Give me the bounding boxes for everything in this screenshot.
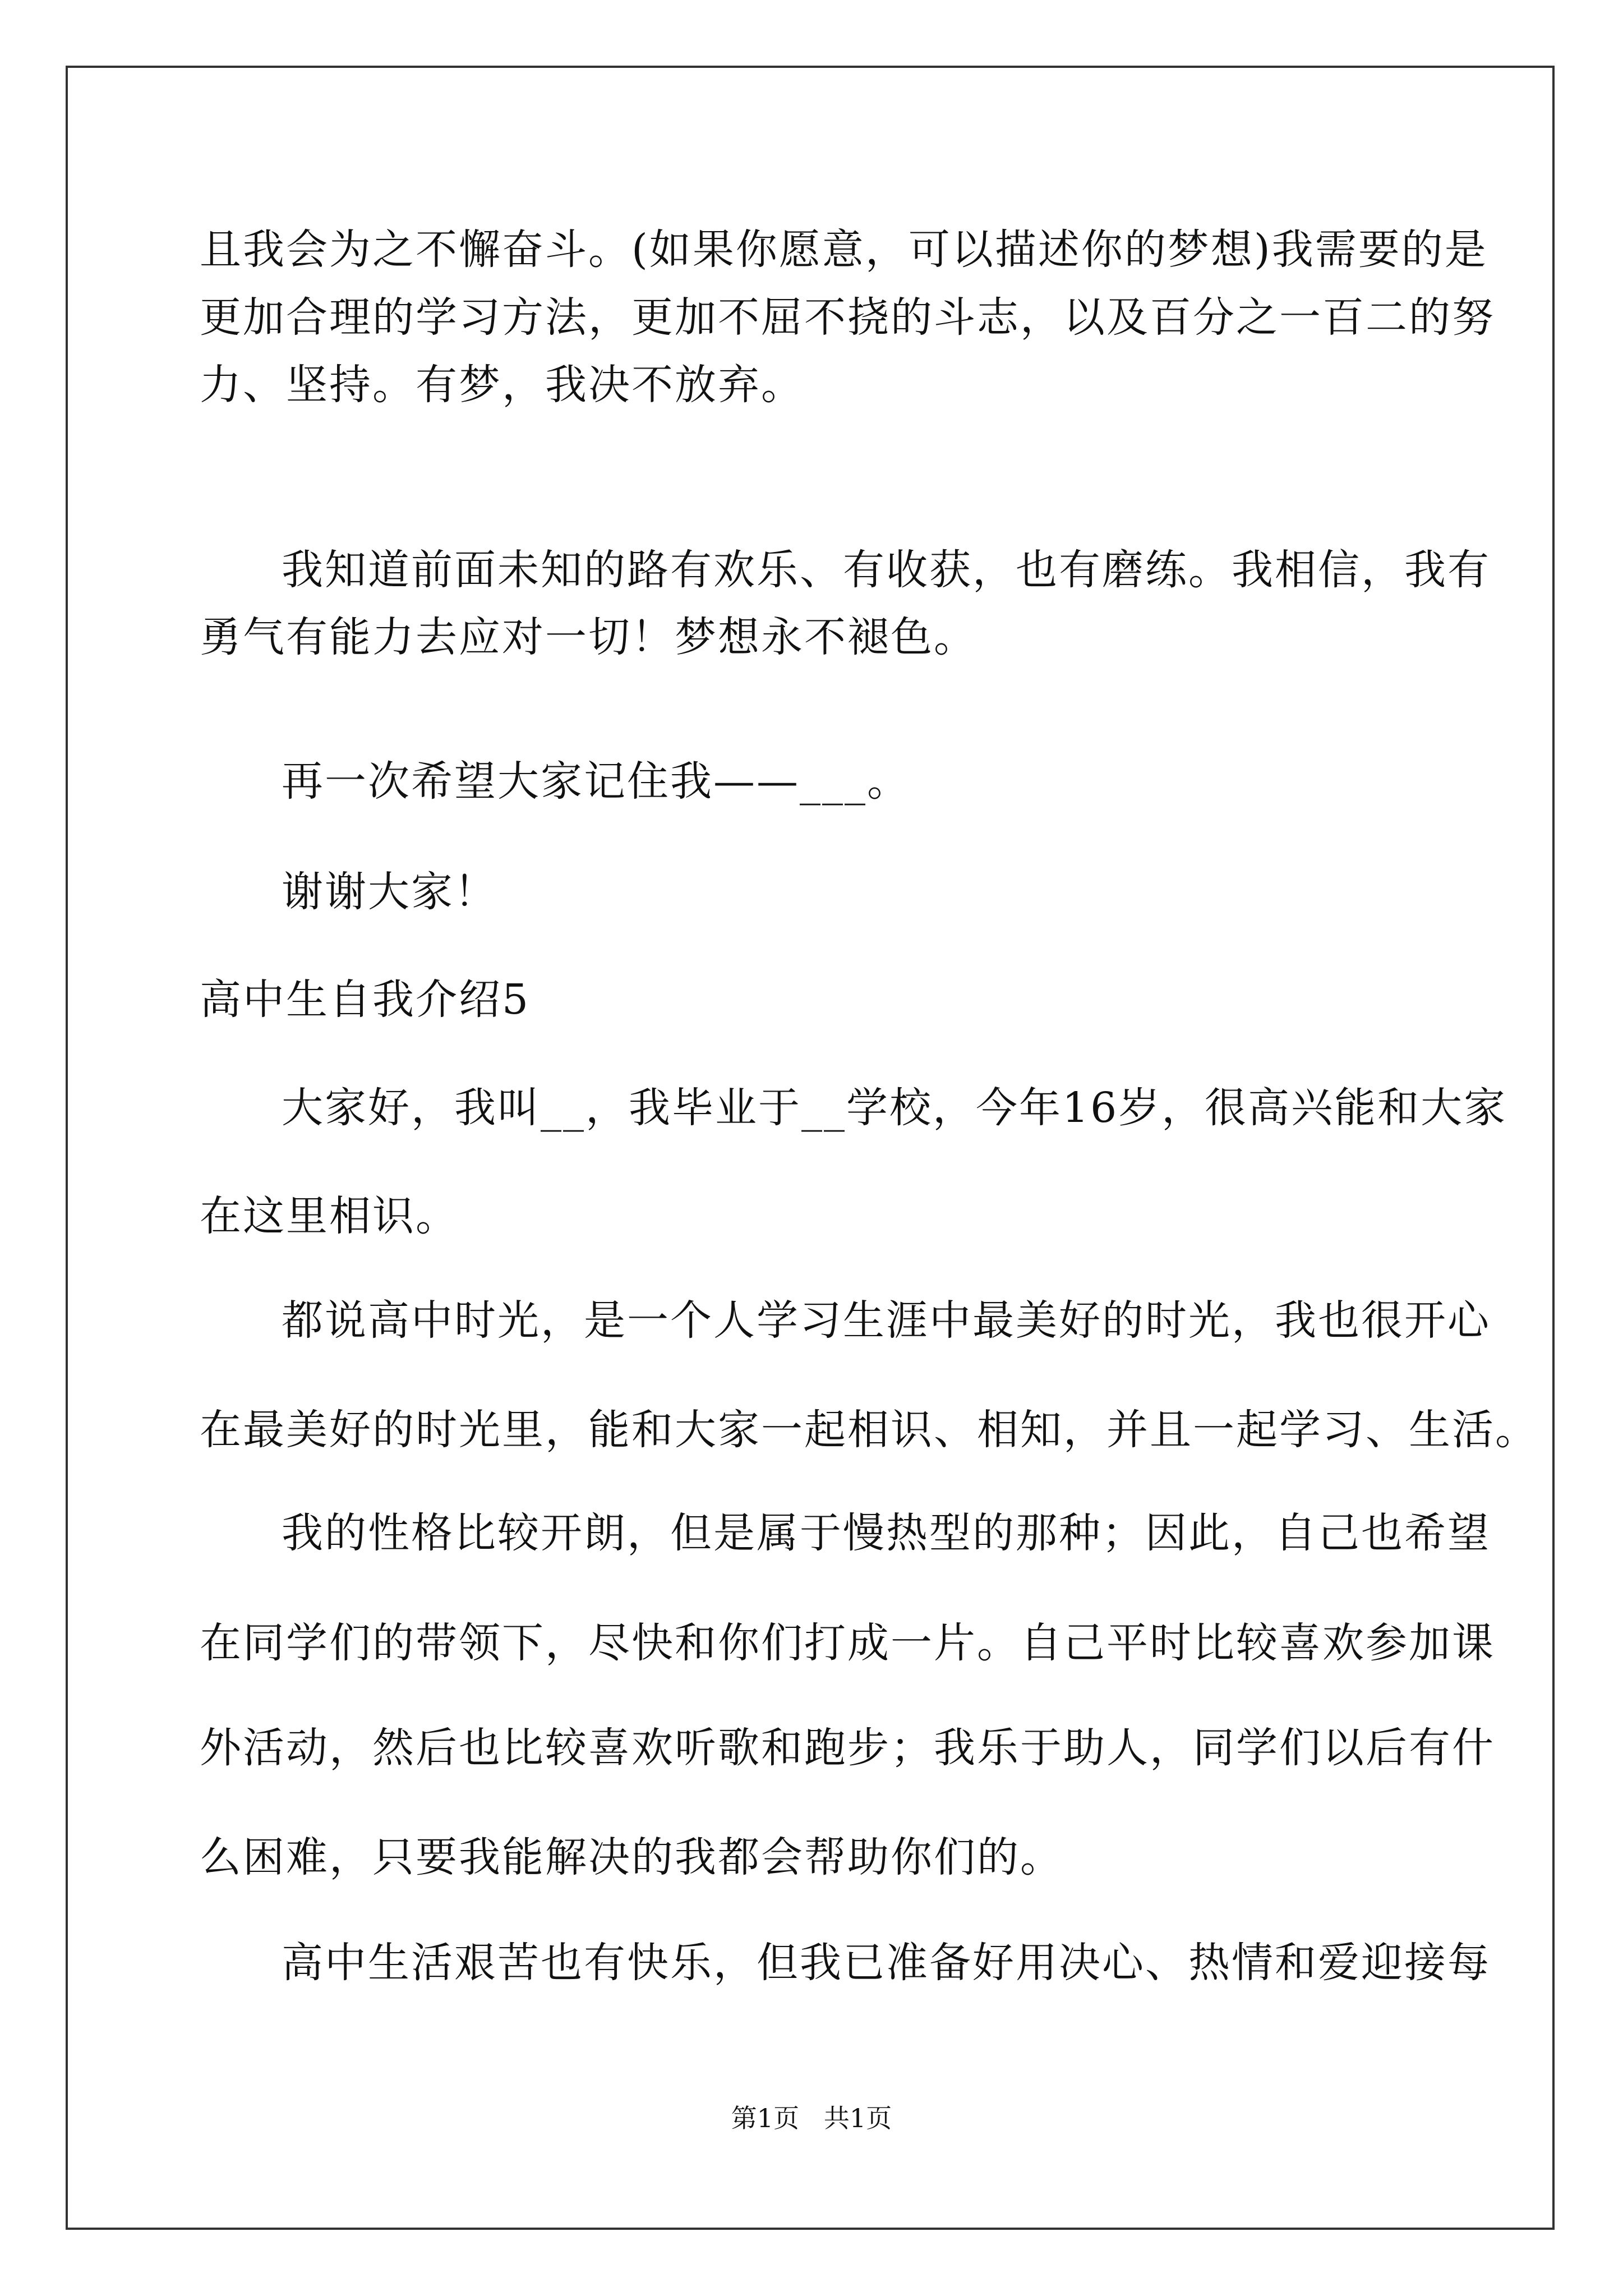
paragraph-line: 更加合理的学习方法，更加不屈不挠的斗志，以及百分之一百二的努 (200, 293, 1495, 342)
paragraph-line: 大家好，我叫__，我毕业于__学校，今年16岁，很高兴能和大家 (282, 1084, 1507, 1132)
paragraph-line: 勇气有能力去应对一切！梦想永不褪色。 (200, 613, 977, 661)
paragraph-line: 力、坚持。有梦，我决不放弃。 (200, 361, 804, 409)
page-footer: 第1页 共1页 (731, 2103, 892, 2133)
paragraph-line: 再一次希望大家记住我——___。 (282, 757, 910, 806)
paragraph-line: 高中生活艰苦也有快乐，但我已准备好用决心、热情和爱迎接每 (282, 1939, 1491, 1987)
paragraph-line: 都说高中时光，是一个人学习生涯中最美好的时光，我也很开心 (282, 1296, 1491, 1345)
paragraph-line: 我的性格比较开朗，但是属于慢热型的那种；因此，自己也希望 (282, 1509, 1491, 1557)
paragraph-line: 在这里相识。 (200, 1192, 459, 1240)
paragraph-line: 且我会为之不懈奋斗。(如果你愿意，可以描述你的梦想)我需要的是 (200, 226, 1488, 274)
paragraph-line: 谢谢大家！ (282, 868, 497, 916)
section-heading: 高中生自我介绍5 (200, 976, 531, 1024)
paragraph-line: 在最美好的时光里，能和大家一起相识、相知，并且一起学习、生活。 (200, 1406, 1538, 1454)
paragraph-line: 在同学们的带领下，尽快和你们打成一片。自己平时比较喜欢参加课 (200, 1619, 1495, 1667)
paragraph-line: 我知道前面未知的路有欢乐、有收获，也有磨练。我相信，我有 (282, 546, 1491, 594)
paragraph-line: 么困难，只要我能解决的我都会帮助你们的。 (200, 1833, 1063, 1881)
paragraph-line: 外活动，然后也比较喜欢听歌和跑步；我乐于助人，同学们以后有什 (200, 1724, 1495, 1772)
